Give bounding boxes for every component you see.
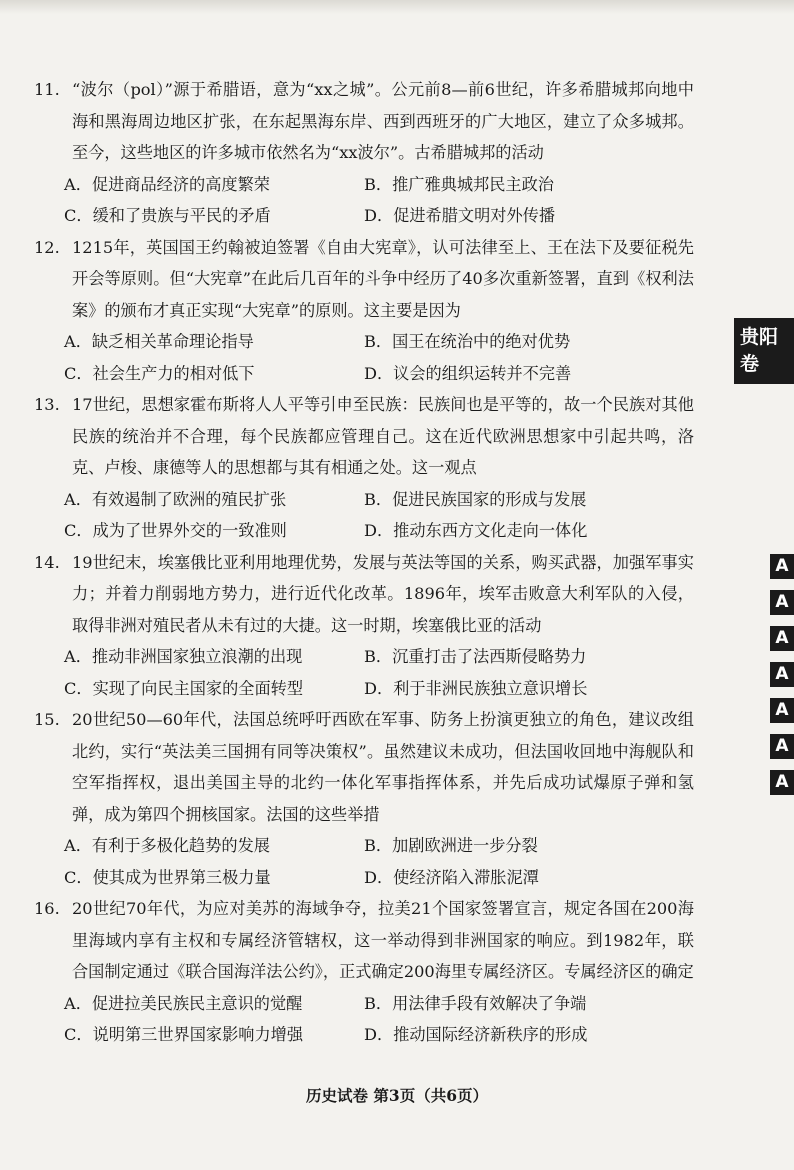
question-number: 12. [34,237,60,257]
answer-option: A．缺乏相关革命理论指导 [64,332,254,351]
question [34,547,694,705]
question-stem [34,547,694,642]
question-text: 20世纪50—60年代，法国总统呼吁西欧在军事、防务上扮演更独立的角色，建议改组北约，实行“英法美三国拥有同等决策权”。虽然建议未成功，但法国收回地中海舰队和空军指挥权，退出美国主导的北约一体化军事指挥体系，并先后成功试爆原子弹和氢弹，成为第四个拥核国家。法国的这些举措 [72,710,694,824]
question [34,389,694,547]
side-mark: A [770,554,794,579]
answer-option: C．说明第三世界国家影响力增强 [64,1025,304,1044]
question [34,893,694,1051]
answer-option: C．使其成为世界第三极力量 [64,867,271,887]
answer-option: C．成为了世界外交的一致准则 [64,521,287,540]
question-number: 11. [34,80,60,99]
answer-option: D．利于非洲民族独立意识增长 [364,678,588,698]
question-stem [34,389,694,484]
question-number: 16. [34,899,60,918]
side-mark: A [770,698,794,723]
side-mark: A [770,662,794,687]
question [34,232,694,390]
option-list [64,641,694,704]
answer-option: D．议会的组织运转并不完善 [364,363,572,383]
question-text: “波尔（pol）”源于希腊语，意为“xx之城”。公元前8—前6世纪，许多希腊城邦向地中海和黑海周边地区扩张，在东起黑海东岸、西到西班牙的广大地区，建立了众多城邦。至今，这些地区的许多城市依然名为“xx波尔”。古希腊城邦的活动 [72,80,694,162]
answer-option: D．推动国际经济新秩序的形成 [364,1025,588,1044]
answer-option: A．促进商品经济的高度繁荣 [64,174,270,194]
option-list [64,326,694,389]
question-stem [34,74,694,169]
question-number: 13. [34,395,60,414]
answer-option: D．推动东西方文化走向一体化 [364,521,588,540]
side-mark: A [770,626,794,651]
question-text: 17世纪，思想家霍布斯将人人平等引申至民族：民族间也是平等的，故一个民族对其他民族的统治并不合理，每个民族都应管理自己。这在近代欧洲思想家中引起共鸣，洛克、卢梭、康德等人的思想都与其有相通之处。这一观点 [72,395,694,477]
question [34,704,694,893]
question-text: 20世纪70年代，为应对美苏的海域争夺，拉美21个国家签署宣言，规定各国在200海里海域内享有主权和专属经济管辖权，这一举动得到非洲国家的响应。到1982年，联合国制定通过《联合国海洋法公约》，正式确定200海里专属经济区。专属经济区的确定 [72,899,694,981]
question-text: 1215年，英国国王约翰被迫签署《自由大宪章》，认可法律至上、王在法下及要征税先开会等原则。但“大宪章”在此后几百年的斗争中经历了40多次重新签署，直到《权利法案》的颁布才真正实现“大宪章”的原则。这主要是因为 [72,237,694,320]
answer-option: B．沉重打击了法西斯侵略势力 [364,647,587,666]
answer-option: B．推广雅典城邦民主政治 [364,174,554,194]
region-tab [734,318,794,384]
question-stem [34,704,694,830]
answer-option: C．实现了向民主国家的全面转型 [64,678,304,698]
question-stem [34,232,694,327]
option-list [64,988,694,1051]
answer-option: B．国王在统治中的绝对优势 [364,332,571,351]
question-number: 14. [34,552,60,572]
answer-option: B．促进民族国家的形成与发展 [364,489,587,509]
side-mark: A [770,734,794,759]
answer-option: A．有效遏制了欧洲的殖民扩张 [64,489,287,509]
question-number: 15. [34,710,60,729]
answer-option: C．社会生产力的相对低下 [64,363,255,383]
side-mark: A [770,590,794,615]
region-tab-label: 贵阳卷 [740,326,779,375]
answer-option: B．用法律手段有效解决了争端 [364,993,587,1013]
answer-option: D．使经济陷入滞胀泥潭 [364,867,539,887]
answer-option: A．促进拉美民族民主意识的觉醒 [64,993,303,1013]
question [34,74,694,232]
option-list [64,484,694,547]
option-list [64,830,694,893]
answer-option: A．有利于多极化趋势的发展 [64,836,270,855]
question-text: 19世纪末，埃塞俄比亚利用地理优势，发展与英法等国的关系，购买武器，加强军事实力；并着力削弱地方势力，进行近代化改革。1896年，埃军击败意大利军队的入侵，取得非洲对殖民者从未有过的大捷。这一时期，埃塞俄比亚的活动 [72,552,694,635]
answer-option: C．缓和了贵族与平民的矛盾 [64,206,271,225]
question-stem [34,893,694,988]
side-marks [770,554,794,806]
answer-option: B．加剧欧洲进一步分裂 [364,836,538,855]
side-mark: A [770,770,794,795]
scan-top-edge [0,0,794,14]
answer-option: A．推动非洲国家独立浪潮的出现 [64,647,303,666]
answer-option: D．促进希腊文明对外传播 [364,206,556,225]
question-list [34,74,694,1051]
page-footer: 历史试卷 第3页（共6页） [306,1086,488,1105]
option-list [64,169,694,232]
